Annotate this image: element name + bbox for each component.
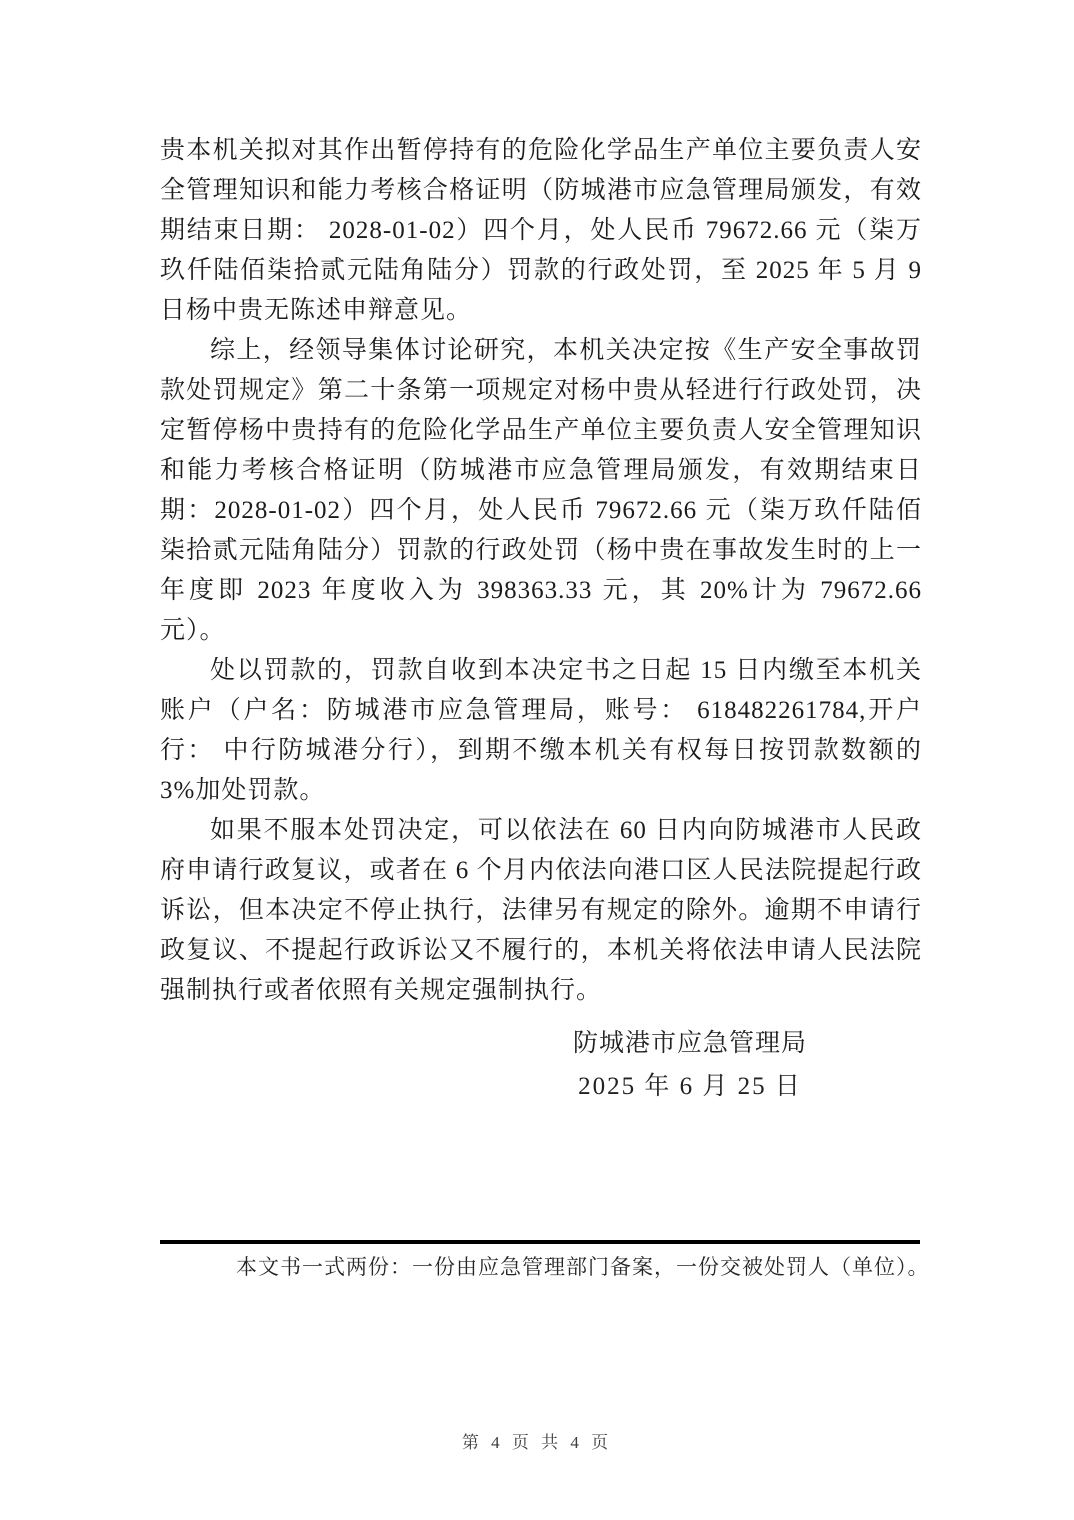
issue-date: 2025 年 6 月 25 日 (578, 1073, 802, 1100)
issuing-authority-name: 防城港市应急管理局 (572, 1030, 807, 1057)
paragraph-proposed-penalty-notice: 贵本机关拟对其作出暂停持有的危险化学品生产单位主要负责人安全管理知识和能力考核合格证明（防城港市应急管理局颁发，有效期结束日期： 2028-01-02）四个月，处人民币 79672.66 元（柒万玖仟陆佰柒拾贰元陆角陆分）罚款的行政处罚，至 2025 年 5 月 9 日杨中贵无陈述申辩意见。 (160, 137, 922, 324)
footnote-divider-rule (160, 1240, 920, 1244)
signature-block (540, 1022, 840, 1108)
page-number: 第 4 页 共 4 页 (461, 1433, 613, 1452)
paragraph-final-decision: 综上，经领导集体讨论研究，本机关决定按《生产安全事故罚款处罚规定》第二十条第一项规定对杨中贵从轻进行行政处罚，决定暂停杨中贵持有的危险化学品生产单位主要负责人安全管理知识和能力考核合格证明（防城港市应急管理局颁发，有效期结束日期：2028-01-02）四个月，处人民币 79672.66 元（柒万玖仟陆佰柒拾贰元陆角陆分）罚款的行政处罚（杨中贵在事故发生时的上一年度即 2023 年度收入为 398363.33 元，其 20%计为 79672.66 元）。 (160, 337, 922, 644)
paragraph-payment-instructions: 处以罚款的，罚款自收到本决定书之日起 15 日内缴至本机关账户（户名：防城港市应急管理局，账号： 618482261784,开户行： 中行防城港分行），到期不缴本机关有权每日按罚款数额的 3%加处罚款。 (160, 657, 922, 804)
document-body (160, 131, 922, 1011)
paragraph-appeal-rights: 如果不服本处罚决定，可以依法在 60 日内向防城港市人民政府申请行政复议，或者在 6 个月内依法向港口区人民法院提起行政诉讼，但本决定不停止执行，法律另有规定的除外。逾期不申请行政复议、不提起行政诉讼又不履行的，本机关将依法申请人民法院强制执行或者依照有关规定强制执行。 (160, 817, 922, 1004)
footnote-distribution-text: 本文书一式两份：一份由应急管理部门备案，一份交被处罚人（单位）。 (236, 1255, 930, 1279)
